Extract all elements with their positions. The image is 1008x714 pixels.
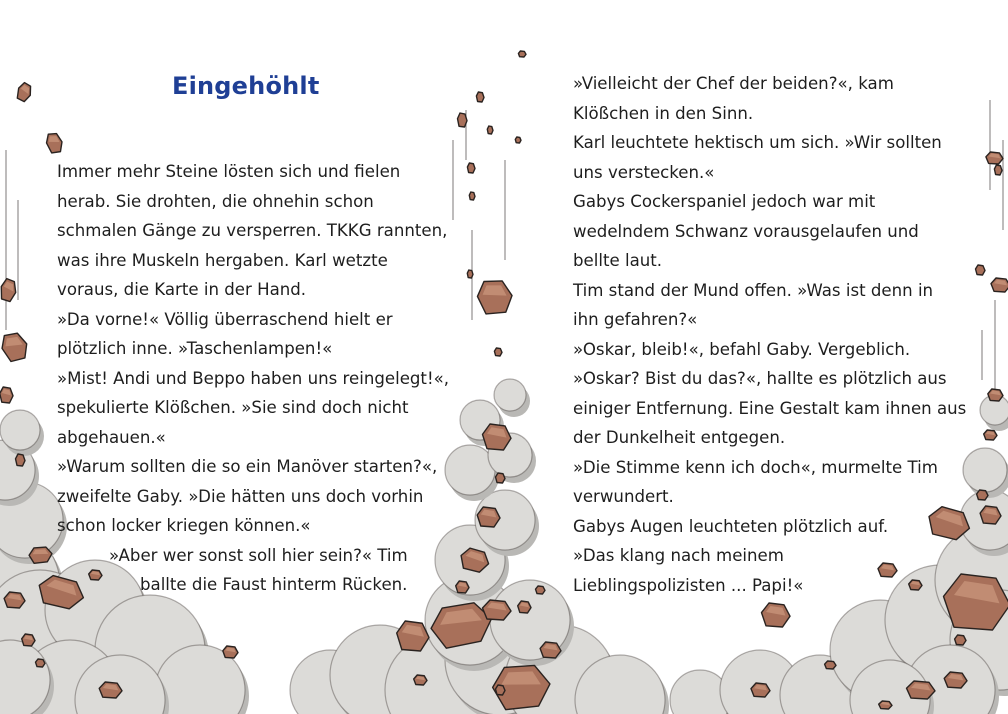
text-line: ihn gefahren?« (573, 310, 698, 329)
text-line: »Vielleicht der Chef der beiden?«, kam (573, 74, 894, 93)
rock (991, 278, 1008, 292)
rock (540, 642, 561, 658)
text-line: Gabys Augen leuchteten plötzlich auf. (573, 516, 889, 536)
text-line: zweifelte Gaby. »Die hätten uns doch vorhin (57, 486, 424, 506)
text-line: herab. Sie drohten, die ohnehin schon (57, 191, 374, 211)
rock (16, 454, 26, 466)
text-line: Lieblingspolizisten ... Papi!« (573, 575, 804, 595)
text-line: »Oskar? Bist du das?«, hallte es plötzlich aus (573, 369, 947, 388)
rock (518, 51, 526, 57)
rock (986, 152, 1003, 164)
text-line: bellte laut. (573, 251, 663, 270)
rock (414, 675, 427, 685)
text-line: schon locker kriegen können.« (57, 516, 311, 535)
rock (907, 681, 936, 699)
rock (487, 126, 493, 134)
text-line: »Warum sollten die so ein Manöver starten?«, (57, 457, 438, 476)
text-line: »Da vorne!« Völlig überraschend hielt er (57, 309, 393, 329)
rock (536, 586, 546, 594)
rock (976, 265, 986, 275)
rock (99, 682, 122, 698)
text-line: voraus, die Karte in der Hand. (57, 280, 307, 299)
rock (4, 592, 25, 608)
rock (458, 113, 468, 127)
text-line: ballte die Faust hinterm Rücken. (140, 575, 408, 594)
text-line: »Die Stimme kenn ich doch«, murmelte Tim (573, 457, 938, 477)
text-line: »Aber wer sonst soll hier sein?« Tim (109, 545, 408, 565)
text-line: was ihre Muskeln hergaben. Karl wetzte (57, 250, 388, 270)
text-line: schmalen Gänge zu versperren. TKKG rannten, (57, 221, 448, 240)
rock (0, 329, 31, 364)
rock (15, 81, 34, 102)
right-text-column (573, 69, 966, 600)
chapter-title: Eingehöhlt (172, 72, 320, 100)
rock (944, 672, 967, 688)
rock (0, 387, 13, 403)
rock (879, 701, 892, 709)
rock (483, 600, 512, 620)
text-line: der Dunkelheit entgegen. (573, 428, 786, 447)
rock (762, 603, 791, 627)
rock (980, 506, 1001, 524)
rock (494, 348, 502, 356)
rock (456, 581, 469, 593)
rock (994, 165, 1002, 175)
text-line: »Das klang nach meinem (573, 546, 784, 565)
left-text-column (57, 157, 449, 600)
text-line: Immer mehr Steine lösten sich und fielen (57, 162, 401, 181)
text-line: einiger Entfernung. Eine Gestalt kam ihnen aus (573, 398, 967, 418)
dust-cloud (494, 379, 530, 417)
rock (223, 646, 238, 658)
rock (977, 490, 988, 500)
text-line: uns verstecken.« (573, 162, 715, 182)
rock (476, 92, 484, 102)
rock (36, 659, 46, 667)
rock (467, 270, 473, 278)
text-line: Gabys Cockerspaniel jedoch war mit (573, 192, 876, 211)
text-line: plötzlich inne. »Taschenlampen!« (57, 339, 333, 358)
rock (518, 601, 531, 613)
rock (397, 621, 429, 651)
rock (515, 137, 521, 143)
text-line: Karl leuchtete hektisch um sich. »Wir sollten (573, 133, 942, 152)
rock (751, 683, 770, 697)
rock (483, 424, 512, 450)
rock (467, 163, 475, 173)
rock (22, 634, 35, 646)
rock (475, 277, 515, 316)
text-line: Tim stand der Mund offen. »Was ist denn in (573, 280, 934, 300)
text-line: abgehauen.« (57, 427, 166, 447)
rock (0, 278, 18, 302)
rock (984, 430, 997, 440)
rock (955, 635, 966, 645)
text-line: spekulierte Klößchen. »Sie sind doch nicht (57, 398, 409, 417)
text-line: Klößchen in den Sinn. (573, 103, 754, 123)
rock (825, 661, 836, 669)
rock (988, 389, 1003, 401)
text-line: verwundert. (573, 487, 674, 506)
text-line: »Oskar, bleib!«, befahl Gaby. Vergeblich. (573, 339, 911, 359)
text-line: wedelndem Schwanz vorausgelaufen und (573, 221, 919, 241)
rock (496, 685, 506, 695)
text-line: »Mist! Andi und Beppo haben uns reingelegt!«, (57, 368, 450, 388)
rock (496, 473, 506, 483)
rock (477, 507, 500, 527)
rock (469, 192, 475, 200)
rock (44, 131, 64, 154)
